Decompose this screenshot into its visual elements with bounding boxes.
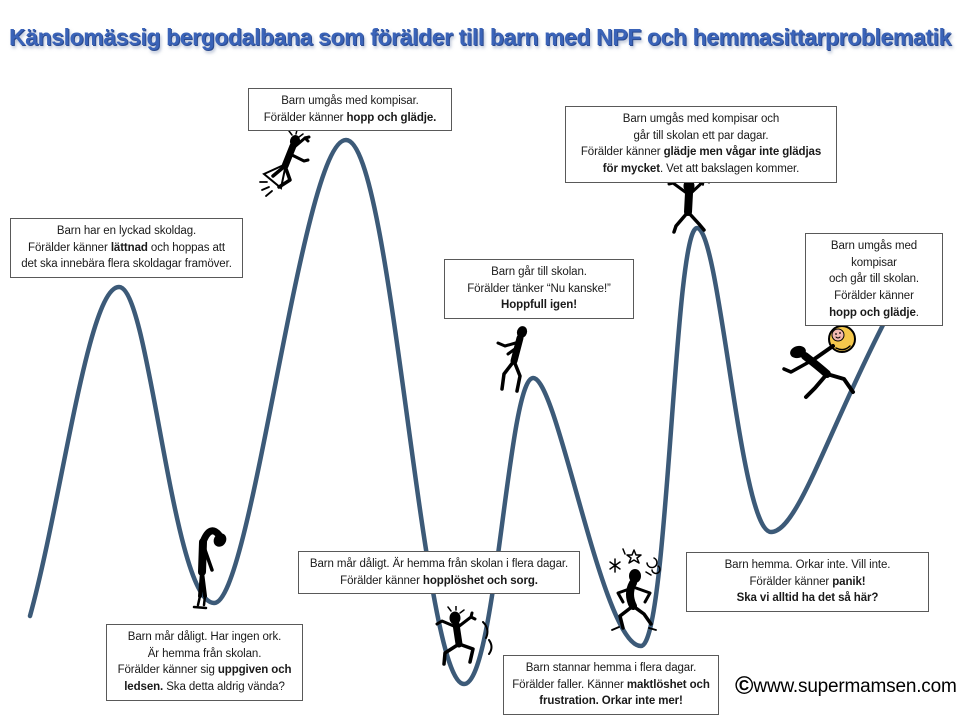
cheering-stick-figure-icon [660, 174, 720, 244]
box-kompisar-och-skola: Barn umgås med kompisar och går till skolan ett par dagar. Förälder känner glädje men vågar inte glädjas för mycket. Vet att bakslagen kommer. [565, 106, 837, 183]
box-lyckad-skoldag: Barn har en lyckad skoldag. Förälder känner lättnad och hoppas att det ska innebära flera skoldagar framöver. [10, 218, 243, 278]
frustrated-stick-figure-icon [598, 546, 672, 638]
slumped-stick-figure-icon [190, 520, 235, 610]
page-title: Känslomässig bergodalbana som förälder till barn med NPF och hemmasittarproblematik [9, 24, 951, 50]
running-stick-figure-with-bundle-icon [778, 322, 870, 404]
watermark-url: www.supermamsen.com [753, 675, 957, 697]
falling-stick-figure-icon [428, 606, 498, 678]
box-gar-till-skolan: Barn går till skolan. Förälder tänker “Nu kanske!” Hoppfull igen! [444, 259, 634, 319]
box-stannar-hemma: Barn stannar hemma i flera dagar. Förälder faller. Känner maktlöshet och frustration. Orkar inte mer! [503, 655, 719, 715]
watermark [735, 674, 957, 699]
box-mar-daligt-ingen-ork: Barn mår dåligt. Har ingen ork. Är hemma från skolan. Förälder känner sig uppgiven och ledsen. Ska detta aldrig vända? [106, 624, 303, 701]
leaping-stick-figure-icon [258, 130, 318, 200]
walking-stick-figure-icon [487, 323, 539, 397]
box-mar-daligt-flera-dagar: Barn mår dåligt. Är hemma från skolan i flera dagar. Förälder känner hopplöshet och sorg. [298, 551, 580, 594]
box-kompisar-skola-hoger: Barn umgås med kompisar och går till skolan. Förälder känner hopp och glädje. [805, 233, 943, 326]
bundle-face-icon [832, 329, 844, 341]
copyright-icon: © [735, 672, 754, 700]
box-hemma-panik: Barn hemma. Orkar inte. Vill inte. Förälder känner panik! Ska vi alltid ha det så här? [686, 552, 929, 612]
box-umgas-kompisar: Barn umgås med kompisar. Förälder känner hopp och glädje. [248, 88, 452, 131]
